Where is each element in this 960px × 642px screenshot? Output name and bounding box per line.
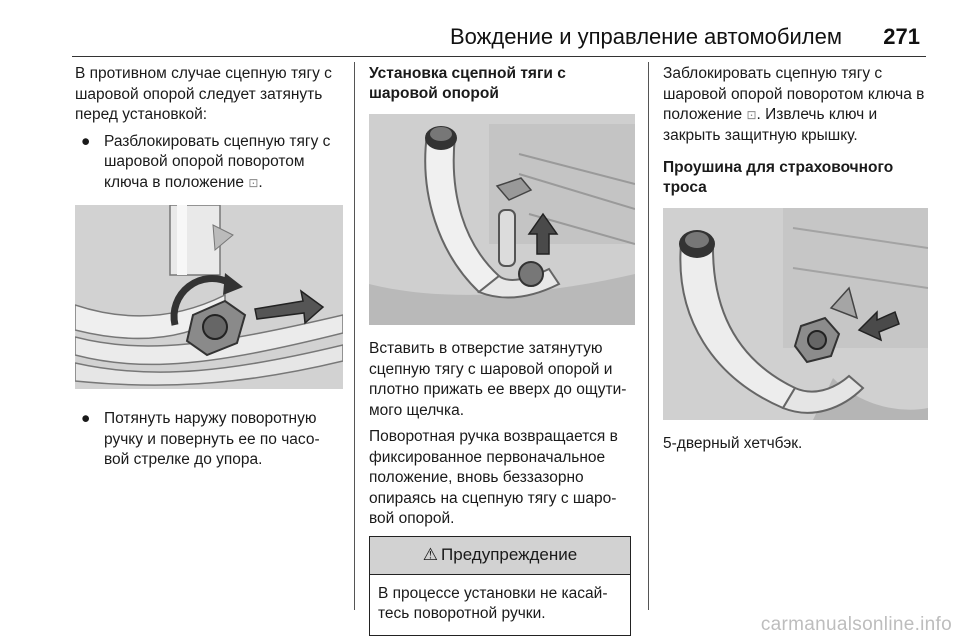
page-number: 271 (883, 24, 920, 49)
paragraph-lock (663, 64, 928, 146)
bullet-rotate-knob (75, 409, 343, 471)
column-2 (369, 64, 635, 636)
header-rule (72, 56, 926, 57)
bullet-unlock-end: . (258, 173, 263, 191)
page-header (0, 24, 960, 54)
warning-header (370, 537, 630, 575)
paragraph-knob-returns: Поворотная ручка возвращается в фиксированное первоначальное положение, вновь беззазорно опираясь на сцепную тягу с шаро-вой опорой. (369, 428, 618, 527)
column-divider-left (354, 62, 355, 610)
intro-paragraph: В противном случае сцепную тягу с шаровой опорой следует затянуть перед установкой: (75, 65, 332, 123)
bullet-dot: ● (81, 410, 91, 427)
warning-body: В процессе установки не касай-тесь поворотной ручки. (378, 584, 608, 622)
safety-cable-eye-illustration (663, 208, 928, 420)
warning-triangle-icon: ⚠ (422, 544, 439, 564)
bullet-unlock (75, 132, 343, 194)
paragraph-insert: Вставить в отверстие затянутую сцепную тягу с шаровой опорой и плотно прижать ее вверх до ощути-мого щелчка. (369, 340, 627, 419)
illustration-rotary-knob (75, 205, 343, 389)
bullet-dot: ● (81, 132, 91, 150)
watermark-text: carmanualsonline.info (760, 614, 952, 635)
bullet-rotate-knob-text: Потянуть наружу поворотную ручку и повернуть ее по часо-вой стрелке до упора. (104, 410, 320, 468)
tow-bar-insert-illustration (369, 114, 635, 325)
warning-title: Предупреждение (441, 544, 578, 564)
key-position-unlocked-icon: ⊡ (248, 175, 259, 190)
column-divider-right (648, 62, 649, 610)
paragraph-lock-text-a: Заблокировать сцепную тягу с шаровой опорой поворотом ключа в положение (663, 65, 925, 123)
column-3 (663, 64, 928, 461)
chapter-title: Вождение и управление автомобилем (449, 24, 842, 49)
bullet-unlock-text: Разблокировать сцепную тягу с шаровой опорой поворотом ключа в положение (104, 132, 331, 191)
warning-box (369, 536, 631, 636)
section-heading-safety-eye: Проушина для страховочного троса (663, 159, 894, 196)
key-position-locked-icon: ⊡ (746, 108, 757, 122)
column-1 (75, 64, 343, 477)
illustration-safety-cable-eye (663, 208, 928, 420)
illustration-insert-tow-bar (369, 114, 635, 325)
figure-caption: 5-дверный хетчбэк. (663, 435, 803, 452)
rotary-knob-illustration (75, 205, 343, 389)
section-heading-installation: Установка сцепной тяги с шаровой опорой (369, 65, 566, 102)
paragraph-lock-text-b: . Извлечь ключ и закрыть защитную крышку. (663, 106, 878, 144)
